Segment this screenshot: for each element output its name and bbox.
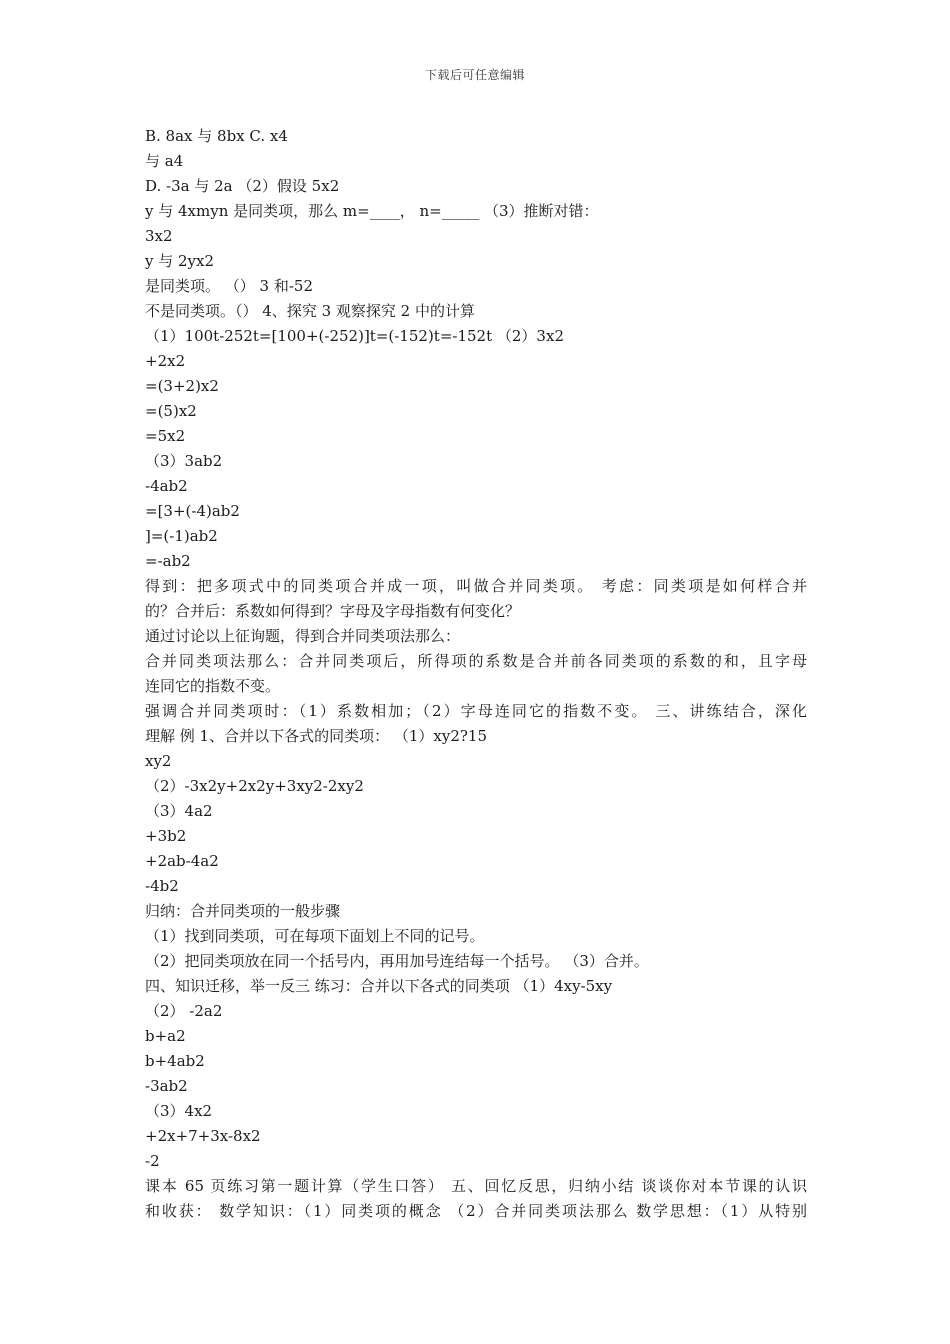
text-line: （1）找到同类项，可在每项下面划上不同的记号。 bbox=[145, 927, 485, 945]
text-line: y 与 2yx2 bbox=[145, 252, 215, 270]
text-line: -4b2 bbox=[145, 877, 179, 895]
text-line: +2ab-4a2 bbox=[145, 852, 219, 870]
text-line: 通过讨论以上征询题，得到合并同类项法那么： bbox=[145, 627, 461, 645]
text-line: =-ab2 bbox=[145, 552, 191, 570]
text-line: ]=(-1)ab2 bbox=[145, 527, 218, 545]
text-line: 是同类项。 （） 3 和-52 bbox=[145, 277, 314, 295]
text-line: 四、知识迁移，举一反三 练习：合并以下各式的同类项 （1）4xy-5xy bbox=[145, 977, 613, 995]
text-line: （2）-3x2y+2x2y+3xy2-2xy2 bbox=[145, 777, 364, 795]
text-line: -4ab2 bbox=[145, 477, 188, 495]
text-line: xy2 bbox=[145, 752, 172, 770]
text-line: -2 bbox=[145, 1152, 160, 1170]
document-body bbox=[145, 124, 807, 1224]
text-line: 连同它的指数不变。 bbox=[145, 677, 281, 695]
text-line: 与 a4 bbox=[145, 152, 184, 170]
text-line: 强调合并同类项时：（1）系数相加；（2）字母连同它的指数不变。 三、讲练结合，深化 bbox=[145, 702, 807, 720]
text-line: y 与 4xmyn 是同类项，那么 m=____， n=_____ （3）推断对错： bbox=[145, 202, 599, 220]
text-line: =[3+(-4)ab2 bbox=[145, 502, 240, 520]
text-line: b+a2 bbox=[145, 1027, 186, 1045]
text-line: +3b2 bbox=[145, 827, 187, 845]
text-line: 不是同类项。（） 4、探究 3 观察探究 2 中的计算 bbox=[145, 302, 475, 320]
text-line: =(5)x2 bbox=[145, 402, 197, 420]
text-line: 和收获： 数学知识：（1）同类项的概念 （2）合并同类项法那么 数学思想：（1）从特别 bbox=[145, 1202, 807, 1220]
text-line: +2x2 bbox=[145, 352, 186, 370]
text-line: 的？合并后：系数如何得到？字母及字母指数有何变化？ bbox=[145, 602, 521, 620]
text-line: 课本 65 页练习第一题计算（学生口答） 五、回忆反思，归纳小结 谈谈你对本节课的认识 bbox=[145, 1177, 807, 1195]
text-line: 理解 例 1、合并以下各式的同类项： （1）xy2?15 bbox=[145, 727, 487, 745]
text-line: （3）3ab2 bbox=[145, 452, 223, 470]
text-line: 3x2 bbox=[145, 227, 173, 245]
text-line: 归纳：合并同类项的一般步骤 bbox=[145, 902, 341, 920]
text-line: （3）4a2 bbox=[145, 802, 213, 820]
text-line: =(3+2)x2 bbox=[145, 377, 219, 395]
text-line: =5x2 bbox=[145, 427, 186, 445]
text-line: 合并同类项法那么：合并同类项后，所得项的系数是合并前各同类项的系数的和，且字母 bbox=[145, 652, 807, 670]
text-line: B. 8ax 与 8bx C. x4 bbox=[145, 127, 288, 145]
text-line: -3ab2 bbox=[145, 1077, 188, 1095]
text-line: D. -3a 与 2a （2）假设 5x2 bbox=[145, 177, 340, 195]
page-header: 下载后可任意编辑 bbox=[424, 68, 525, 82]
text-line: b+4ab2 bbox=[145, 1052, 205, 1070]
text-line: 得到：把多项式中的同类项合并成一项，叫做合并同类项。 考虑：同类项是如何样合并 bbox=[145, 577, 807, 595]
text-line: （1）100t-252t=[100+(-252)]t=(-152)t=-152t （2）3x2 bbox=[145, 327, 564, 345]
text-line: +2x+7+3x-8x2 bbox=[145, 1127, 261, 1145]
text-line: （3）4x2 bbox=[145, 1102, 213, 1120]
text-line: （2）把同类项放在同一个括号内，再用加号连结每一个括号。 （3）合并。 bbox=[145, 952, 649, 970]
text-line: （2） -2a2 bbox=[145, 1002, 223, 1020]
